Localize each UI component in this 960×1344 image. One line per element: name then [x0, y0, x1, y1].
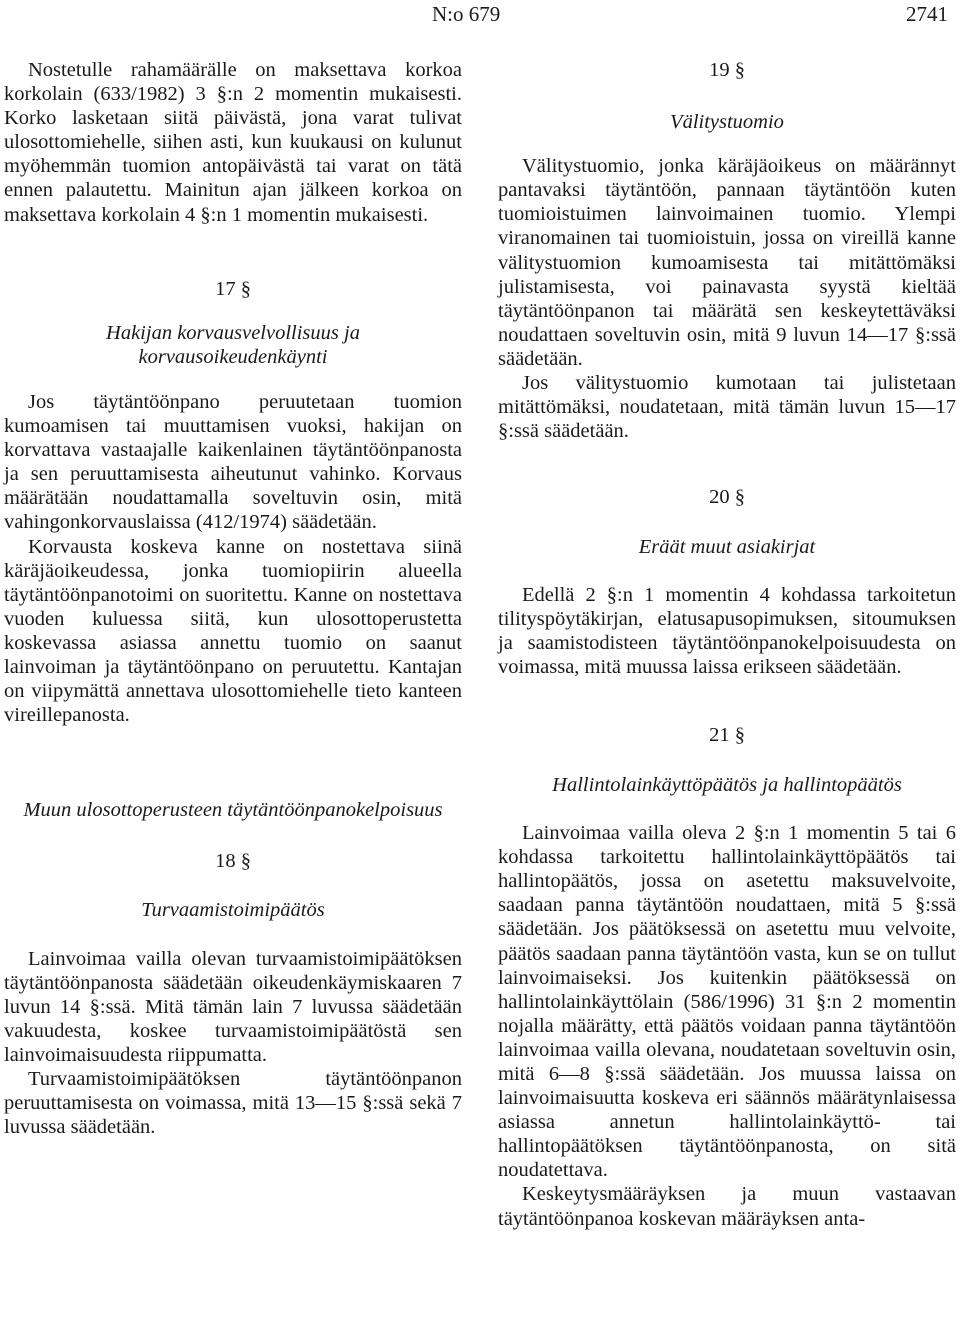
- section-21-number: 21 §: [709, 723, 745, 746]
- section-19-title: Välitystuomio: [670, 111, 784, 134]
- section-19-paragraph-2: Jos välitystuomio kumotaan tai julistetaan mitättömäksi, noudatetaan, mitä tämän luvun 15—17 §:ssä säädetään.: [498, 372, 956, 443]
- section-18-paragraph-2: Turvaamistoimipäätöksen täytäntöönpanon peruuttamisesta on voimassa, mitä 13—15 §:ssä sekä 7 luvussa säädetään.: [4, 1068, 462, 1139]
- section-21-paragraph-2: Keskeytysmääräyksen ja muun vastaavan täytäntöönpanoa koskevan määräyksen anta-: [498, 1183, 956, 1230]
- intro-paragraph: Nostetulle rahamäärälle on maksettava korkoa korkolain (633/1982) 3 §:n 2 momentin mukaisesti. Korko lasketaan siitä päivästä, jona varat tulivat ulosottomiehelle, siihen asti, kun kuukausi on kulunut myöhemmän tuomion antopäivästä tai varat on tätä ennen palautettu. Mainitun ajan jälkeen korkoa on maksettava korkolain 4 §:n 1 momentin mukaisesti.: [4, 59, 462, 226]
- section-20-paragraph-1: Edellä 2 §:n 1 momentin 4 kohdassa tarkoitetun tilityspöytäkirjan, elatusapusopimuksen, sitoumuksen ja saamistodisteen täytäntöönpanokelpoisuudesta on voimassa, mitä muussa laissa erikseen säädetään.: [498, 583, 956, 678]
- left-column: [4, 58, 462, 1139]
- section-19-number: 19 §: [709, 59, 745, 81]
- section-19-paragraph-1: Välitystuomio, jonka käräjäoikeus on määrännyt pantavaksi täytäntöön, pannaan täytäntöön kuten tuomioistuimen lainvoimainen tuomio. Ylempi viranomainen tai tuomioistuin, jossa on vireillä kanne välitystuomion kumoamisesta tai mitättömäksi julistamisesta, voi painavasta syystä kieltää täytäntöönpanon tai määrätä sen keskeytettäväksi noudattaen soveltuvin osin, mitä 9 luvun 14—17 §:ssä säädetään.: [498, 155, 956, 370]
- section-20-title: Eräät muut asiakirjat: [638, 536, 816, 559]
- section-17-number: 17 §: [215, 277, 251, 300]
- section-17-paragraph-2: Korvausta koskeva kanne on nostettava siinä käräjäoikeudessa, jonka tuomiopiirin alueella täytäntöönpanotoimi on suoritettu. Kanne on nostettava vuoden kuluessa siitä, kun ulosottoperustetta koskevassa asiassa annettu tuomio on saanut lainvoiman ja täytäntöönpano on peruutettu. Kantajan on viipymättä annettava ulosottomiehelle tieto kanteen vireillepanosta.: [4, 535, 462, 727]
- page-number: 2741: [906, 2, 948, 26]
- section-18-paragraph-1: Lainvoimaa vailla olevan turvaamistoimipäätöksen täytäntöönpanosta säädetään oikeudenkäymiskaaren 7 luvun 14 §:ssä. Mitä tämän lain 7 luvussa säädetään vakuudesta, koskee turvaamistoimipäätöstä sen lainvoimaisuudesta riippumatta.: [4, 947, 462, 1066]
- document-number: N:o 679: [432, 2, 501, 26]
- section-21-title: Hallintolainkäyttöpäätös ja hallintopäätös: [552, 773, 902, 796]
- chapter-title: Muun ulosottoperusteen täytäntöönpanokelpoisuus: [23, 799, 443, 822]
- section-18-title: Turvaamistoimipäätös: [141, 899, 325, 922]
- section-20-number: 20 §: [709, 486, 745, 509]
- page-header: [0, 0, 960, 30]
- section-21-paragraph-1: Lainvoimaa vailla oleva 2 §:n 1 momentin 5 tai 6 kohdassa tarkoitettu hallintolainkäyttöpäätös tai hallintopäätös, jossa on asetettu maksuvelvoite, saadaan panna täytäntöön noudattaen, mitä 5 §:ssä säädetään. Jos päätöksessä on asetettu muu velvoite, päätös saadaan panna täytäntöön vasta, kun se on tullut lainvoimaiseksi. Jos kuitenkin päätöksessä on hallintolainkäyttölain (586/1996) 31 §:n 2 momentin nojalla määrätty, että päätös voidaan panna täytäntöön lainvoimaa vailla olevana, noudatetaan soveltuvin osin, mitä 6—8 §:ssä säädetään. Jos muussa laissa on lainvoimaisuutta koskeva eri säännös määrätynlaisessa asiassa annetun hallintolainkäyttö- tai hallintopäätöksen täytäntöönpanosta, on sitä noudatettava.: [498, 822, 956, 1182]
- section-17-paragraph-1: Jos täytäntöönpano peruutetaan tuomion kumoamisen tai muuttamisen vuoksi, hakijan on korvattava vastaajalle kaikenlainen täytäntöönpanosta ja sen peruuttamisesta aiheutunut vahinko. Korvaus määrätään noudattamalla soveltuvin osin, mitä vahingonkorvauslaissa (412/1974) säädetään.: [4, 390, 462, 534]
- right-column: [498, 58, 956, 1231]
- section-17-title: Hakijan korvausvelvollisuus ja korvausoikeudenkäynti: [106, 321, 360, 368]
- section-18-number: 18 §: [215, 850, 251, 873]
